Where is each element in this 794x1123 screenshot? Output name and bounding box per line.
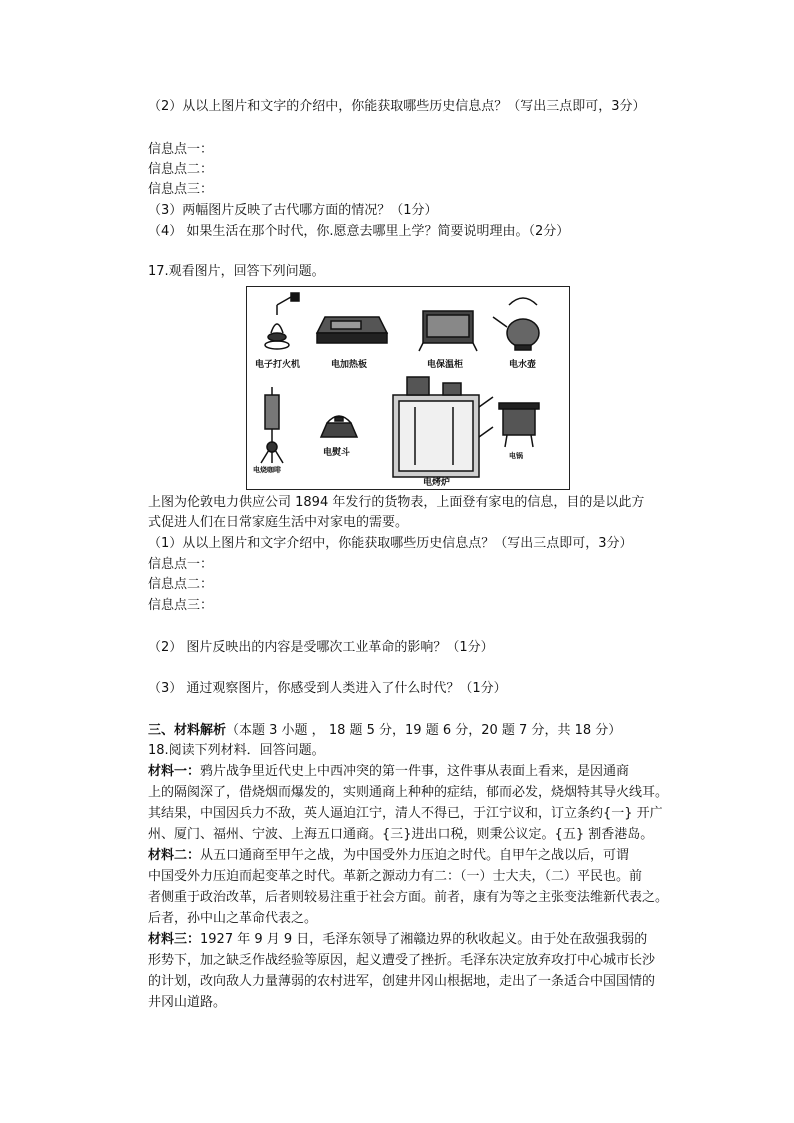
q17-sub-question-2: （2） 图片反映出的内容是受哪次工业革命的影响？（1分） — [148, 640, 494, 655]
question-2: （2）从以上图片和文字的介绍中，你能获取哪些历史信息点？（写出三点即可，3分） — [148, 99, 646, 114]
material-2-label: 材料二： — [148, 848, 201, 863]
caption-iron: 电熨斗 — [323, 448, 351, 458]
caption-warming-cabinet: 电保温柜 — [427, 360, 464, 370]
caption-kettle: 电水壶 — [509, 360, 537, 370]
oven-image — [393, 377, 493, 477]
electric-pot-image — [499, 403, 539, 447]
material-2-text: 从五口通商至甲午之战，为中国受外力压迫之时代。自甲午之战以后，可谓 — [200, 848, 630, 863]
info-point-1: 信息点一： — [148, 142, 214, 157]
info-point-2: 信息点二： — [148, 162, 214, 177]
q17-sub-question-3: （3） 通过观察图片，你感受到人类进入了什么时代？（1分） — [148, 681, 507, 696]
q17-info-point-2: 信息点二： — [148, 577, 214, 592]
iron-image — [321, 416, 357, 437]
material-3-text: 1927 年 9 月 9 日，毛泽东领导了湘赣边界的秋收起义。由于处在敌强我弱的 — [200, 932, 648, 947]
warming-cabinet-image — [419, 311, 477, 351]
material-2-line-2: 中国受外力压迫而起变革之时代。革新之源动力有二：（一）士大夫，（二）平民也。前 — [148, 869, 643, 884]
material-3-line-1 — [148, 931, 647, 949]
appliance-catalog-figure — [246, 286, 570, 490]
material-3-line-4: 井冈山道路。 — [148, 995, 227, 1010]
material-2-line-4: 后者，孙中山之革命代表之。 — [148, 911, 318, 926]
coffee-maker-image — [261, 387, 283, 463]
q17-info-point-3: 信息点三： — [148, 598, 214, 613]
caption-coffee-maker: 电烧咖啡 — [253, 466, 281, 474]
q17-description-line-2: 式促进人们在日常家庭生活中对家电的需要。 — [148, 515, 409, 530]
material-1-line-3: 其结果，中国因兵力不敌，英人逼迫江宁，清人不得已，于江宁议和，订立条约{一} 开广 — [148, 806, 663, 821]
q17-sub-question-1: （1）从以上图片和文字介绍中，你能获取哪些历史信息点？（写出三点即可，3分） — [148, 536, 633, 551]
caption-heating-plate: 电加热板 — [331, 360, 368, 370]
material-3-line-3: 的计划，改向敌人力量薄弱的农村进军，创建井冈山根据地，走出了一条适合中国国情的 — [148, 974, 656, 989]
caption-electric-lighter: 电子打火机 — [255, 360, 301, 370]
info-point-3: 信息点三： — [148, 182, 214, 197]
material-1-text: 鸦片战争里近代史上中西冲突的第一件事，这件事从表面上看来，是因通商 — [200, 764, 630, 779]
material-1-line-2: 上的隔阂深了，借烧烟而爆发的，实则通商上种种的症结，郁而必发，烧烟特其导火线耳。 — [148, 785, 669, 800]
kettle-image — [493, 298, 539, 350]
material-1-line-4: 州、厦门、福州、宁波、上海五口通商。{三}进出口税，则秉公议定。{五} 割香港岛。 — [148, 827, 654, 842]
material-3-line-2: 形势下，加之缺乏作战经验等原因，起义遭受了挫折。毛泽东决定放弃攻打中心城市长沙 — [148, 953, 656, 968]
question-4: （4） 如果生活在那个时代，你.愿意去哪里上学？简要说明理由。（2分） — [148, 224, 570, 239]
caption-oven: 电烤炉 — [423, 478, 451, 488]
material-2-line-3: 者侧重于政治改革，后者则较易注重于社会方面。前者，康有为等之主张变法维新代表之。 — [148, 890, 669, 905]
section-3-heading-title: 三、材料解析 — [148, 723, 227, 738]
electric-lighter-image — [265, 293, 299, 349]
q17-description-line-1: 上图为伦敦电力供应公司 1894 年发行的货物表，上面登有家电的信息，目的是以此方 — [148, 495, 645, 510]
heating-plate-image — [317, 317, 387, 343]
material-1-line-1 — [148, 763, 629, 781]
material-2-line-1 — [148, 847, 629, 865]
caption-electric-pot: 电锅 — [509, 452, 523, 460]
material-3-label: 材料三： — [148, 932, 201, 947]
section-3-heading-detail: （本题 3 小题 ， 18 题 5 分，19 题 6 分，20 题 7 分，共 18 分） — [226, 723, 622, 738]
q18-title: 18.阅读下列材料．回答问题。 — [148, 743, 325, 758]
section-3-heading — [148, 722, 621, 740]
q17-info-point-1: 信息点一： — [148, 557, 214, 572]
material-1-label: 材料一： — [148, 764, 201, 779]
q17-title: 17.观看图片，回答下列问题。 — [148, 264, 325, 279]
question-3: （3）两幅图片反映了古代哪方面的情况？（1分） — [148, 203, 438, 218]
